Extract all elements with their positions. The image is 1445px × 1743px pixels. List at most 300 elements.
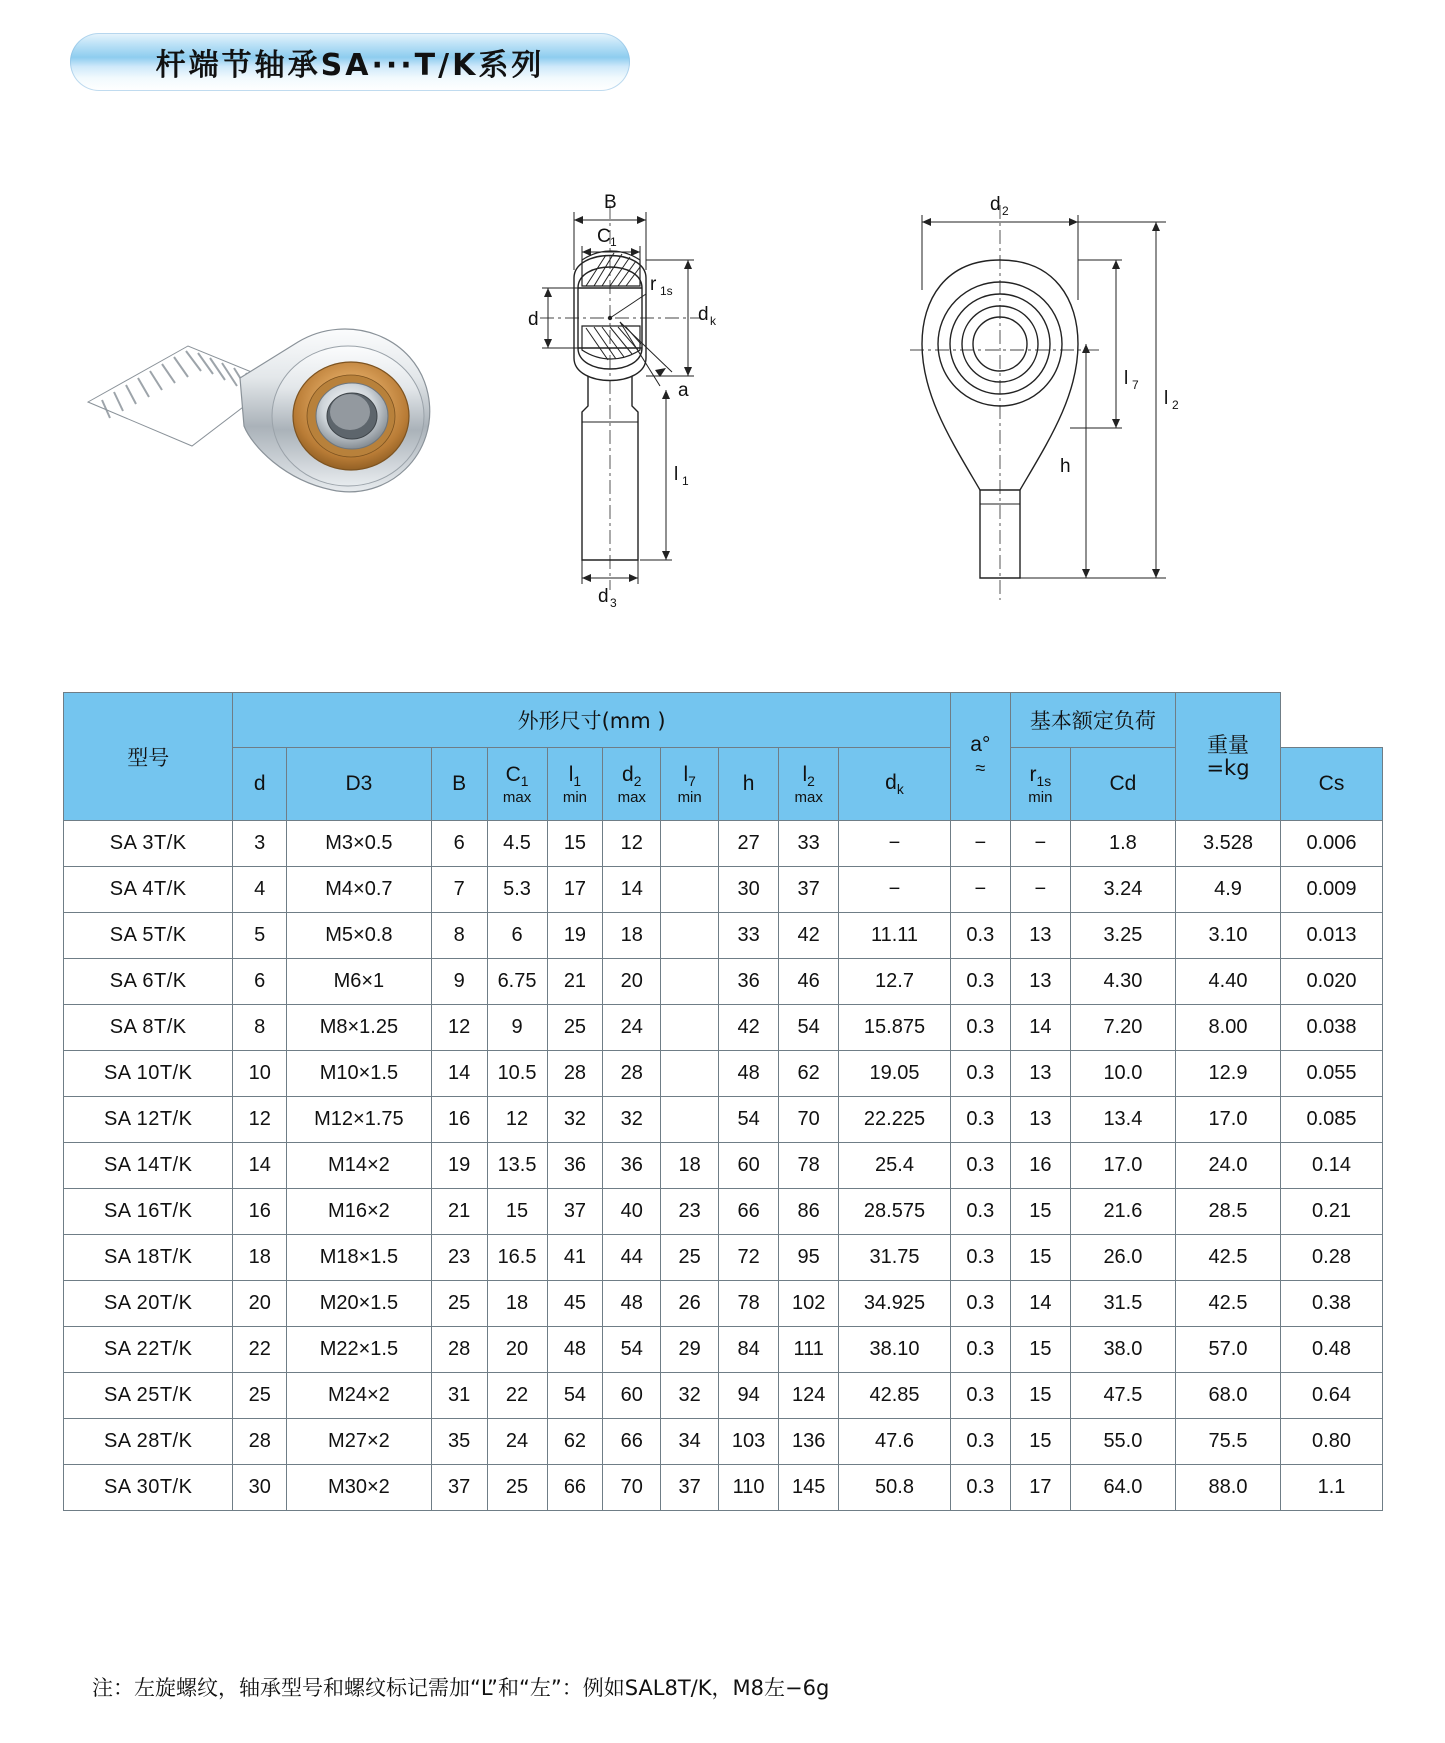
cell-l1: 62 — [547, 1419, 603, 1465]
cell-d2: 20 — [603, 959, 661, 1005]
table-row — [64, 1143, 1383, 1189]
cell-Cd: 38.0 — [1070, 1327, 1175, 1373]
cell-l2: 102 — [779, 1281, 839, 1327]
dimension-l7 — [1070, 260, 1139, 428]
cell-D3: M22×1.5 — [287, 1327, 432, 1373]
cell-Cs: 42.5 — [1175, 1281, 1280, 1327]
cell-Cs: 57.0 — [1175, 1327, 1280, 1373]
cell-l2: 111 — [779, 1327, 839, 1373]
label-d: d — [528, 309, 539, 330]
cell-D3: M30×2 — [287, 1465, 432, 1511]
dimension-dk — [646, 260, 717, 376]
dimension-C1 — [582, 226, 640, 270]
cell-Cd: 17.0 — [1070, 1143, 1175, 1189]
col-header-d: d — [233, 748, 287, 821]
cell-B: 9 — [431, 959, 487, 1005]
cell-l1: 17 — [547, 867, 603, 913]
label-a: a — [678, 380, 689, 401]
label-d2: d — [990, 194, 1001, 215]
table-row — [64, 1235, 1383, 1281]
cell-C1: 25 — [487, 1465, 547, 1511]
label-r1s-sub: 1s — [660, 284, 673, 298]
page-title-banner — [70, 33, 630, 91]
cell-dk: 50.8 — [839, 1465, 951, 1511]
col-header-load: 基本额定负荷 — [1010, 693, 1175, 748]
leader-angle-a — [620, 322, 689, 401]
cell-a: 15 — [1010, 1235, 1070, 1281]
cell-l7 — [661, 1097, 719, 1143]
cell-a: 15 — [1010, 1419, 1070, 1465]
cell-h: 84 — [719, 1327, 779, 1373]
cell-d: 5 — [233, 913, 287, 959]
cell-d: 14 — [233, 1143, 287, 1189]
cell-r1s: 0.3 — [950, 1097, 1010, 1143]
cell-D3: M24×2 — [287, 1373, 432, 1419]
cell-r1s: 0.3 — [950, 1235, 1010, 1281]
cell-C1: 4.5 — [487, 821, 547, 867]
cell-C1: 16.5 — [487, 1235, 547, 1281]
cell-r1s: 0.3 — [950, 1419, 1010, 1465]
cell-l1: 15 — [547, 821, 603, 867]
cell-model: SA 14T/K — [64, 1143, 233, 1189]
cell-l2: 37 — [779, 867, 839, 913]
cell-l1: 37 — [547, 1189, 603, 1235]
cell-d: 25 — [233, 1373, 287, 1419]
cell-d2: 60 — [603, 1373, 661, 1419]
table-footnote: 注：左旋螺纹，轴承型号和螺纹标记需加“L”和“左”：例如SAL8T/K，M8左−6g — [92, 1676, 830, 1700]
cell-h: 78 — [719, 1281, 779, 1327]
cell-model: SA 18T/K — [64, 1235, 233, 1281]
cell-C1: 5.3 — [487, 867, 547, 913]
table-body — [64, 821, 1383, 1511]
cell-dk: 38.10 — [839, 1327, 951, 1373]
cell-l2: 54 — [779, 1005, 839, 1051]
col-header-l1-min: $l_1$ min — [547, 748, 603, 821]
cell-weight: 0.055 — [1281, 1051, 1383, 1097]
cell-dk: 12.7 — [839, 959, 951, 1005]
cell-l2: 46 — [779, 959, 839, 1005]
cell-model: SA 4T/K — [64, 867, 233, 913]
cell-a: 16 — [1010, 1143, 1070, 1189]
cell-r1s: 0.3 — [950, 1327, 1010, 1373]
angle-symbol: a° — [970, 732, 991, 756]
front-section-view — [500, 160, 800, 640]
cell-l2: 145 — [779, 1465, 839, 1511]
dimension-l1 — [640, 390, 689, 560]
cell-d: 20 — [233, 1281, 287, 1327]
cell-model: SA 5T/K — [64, 913, 233, 959]
cell-l1: 32 — [547, 1097, 603, 1143]
cell-Cs: 4.9 — [1175, 867, 1280, 913]
cell-d2: 66 — [603, 1419, 661, 1465]
label-C1-sub: 1 — [610, 235, 617, 249]
cell-D3: M14×2 — [287, 1143, 432, 1189]
label-dk: d — [698, 304, 709, 325]
cell-a: − — [1010, 867, 1070, 913]
cell-r1s: 0.3 — [950, 1465, 1010, 1511]
cell-Cs: 3.528 — [1175, 821, 1280, 867]
cell-D3: M4×0.7 — [287, 867, 432, 913]
cell-l2: 33 — [779, 821, 839, 867]
cell-model: SA 12T/K — [64, 1097, 233, 1143]
table-row — [64, 1097, 1383, 1143]
cell-D3: M3×0.5 — [287, 821, 432, 867]
table-row — [64, 1281, 1383, 1327]
label-h: h — [1060, 456, 1071, 477]
cell-weight: 0.013 — [1281, 913, 1383, 959]
cell-l7: 34 — [661, 1419, 719, 1465]
cell-l2: 124 — [779, 1373, 839, 1419]
cell-D3: M6×1 — [287, 959, 432, 1005]
title-pill — [70, 33, 630, 91]
cell-l7 — [661, 821, 719, 867]
cell-D3: M10×1.5 — [287, 1051, 432, 1097]
cell-model: SA 25T/K — [64, 1373, 233, 1419]
cell-d2: 54 — [603, 1327, 661, 1373]
cell-C1: 20 — [487, 1327, 547, 1373]
cell-d: 28 — [233, 1419, 287, 1465]
cell-dk: 42.85 — [839, 1373, 951, 1419]
cell-Cd: 13.4 — [1070, 1097, 1175, 1143]
cell-h: 33 — [719, 913, 779, 959]
cell-l1: 19 — [547, 913, 603, 959]
cell-dk: 11.11 — [839, 913, 951, 959]
cell-h: 66 — [719, 1189, 779, 1235]
cell-r1s: 0.3 — [950, 1373, 1010, 1419]
cell-l7: 29 — [661, 1327, 719, 1373]
col-header-angle — [950, 693, 1010, 821]
cell-model: SA 22T/K — [64, 1327, 233, 1373]
cell-model: SA 20T/K — [64, 1281, 233, 1327]
cell-B: 23 — [431, 1235, 487, 1281]
cell-l7 — [661, 913, 719, 959]
cell-Cd: 47.5 — [1070, 1373, 1175, 1419]
cell-l2: 78 — [779, 1143, 839, 1189]
cell-l7: 25 — [661, 1235, 719, 1281]
label-r1s: r — [650, 274, 657, 295]
cell-Cd: 3.25 — [1070, 913, 1175, 959]
cell-Cd: 4.30 — [1070, 959, 1175, 1005]
cell-model: SA 16T/K — [64, 1189, 233, 1235]
col-header-C1-max: $C_1$ max — [487, 748, 547, 821]
table-row — [64, 1465, 1383, 1511]
cell-h: 94 — [719, 1373, 779, 1419]
cell-a: 17 — [1010, 1465, 1070, 1511]
cell-l7: 23 — [661, 1189, 719, 1235]
cell-l7: 26 — [661, 1281, 719, 1327]
cell-r1s: 0.3 — [950, 959, 1010, 1005]
cell-model: SA 6T/K — [64, 959, 233, 1005]
cell-r1s: 0.3 — [950, 1281, 1010, 1327]
table-row — [64, 1189, 1383, 1235]
cell-dk: 15.875 — [839, 1005, 951, 1051]
cell-C1: 15 — [487, 1189, 547, 1235]
cell-B: 35 — [431, 1419, 487, 1465]
cell-Cs: 12.9 — [1175, 1051, 1280, 1097]
col-header-l7-min: $l_7$ min — [661, 748, 719, 821]
cell-Cs: 88.0 — [1175, 1465, 1280, 1511]
cell-d: 6 — [233, 959, 287, 1005]
cell-r1s: 0.3 — [950, 1005, 1010, 1051]
cell-B: 21 — [431, 1189, 487, 1235]
cell-B: 7 — [431, 867, 487, 913]
cell-d2: 28 — [603, 1051, 661, 1097]
col-header-model: 型号 — [64, 693, 233, 821]
col-header-dk: $d_k$ — [839, 748, 951, 821]
cell-d: 3 — [233, 821, 287, 867]
cell-d2: 14 — [603, 867, 661, 913]
col-header-B: B — [431, 748, 487, 821]
cell-weight: 0.020 — [1281, 959, 1383, 1005]
label-l1-sub: 1 — [682, 474, 689, 488]
cell-weight: 0.38 — [1281, 1281, 1383, 1327]
table-row — [64, 867, 1383, 913]
cell-dk: 22.225 — [839, 1097, 951, 1143]
cell-l1: 36 — [547, 1143, 603, 1189]
cell-Cd: 26.0 — [1070, 1235, 1175, 1281]
cell-B: 8 — [431, 913, 487, 959]
cell-Cs: 42.5 — [1175, 1235, 1280, 1281]
cell-Cs: 8.00 — [1175, 1005, 1280, 1051]
cell-l1: 48 — [547, 1327, 603, 1373]
cell-Cs: 68.0 — [1175, 1373, 1280, 1419]
cell-model: SA 8T/K — [64, 1005, 233, 1051]
cell-model: SA 10T/K — [64, 1051, 233, 1097]
col-header-r1s-min: $r_{1s}$ min — [1010, 748, 1070, 821]
cell-model: SA 28T/K — [64, 1419, 233, 1465]
cell-r1s: 0.3 — [950, 913, 1010, 959]
weight-unit: =kg — [1206, 755, 1250, 780]
cell-l1: 21 — [547, 959, 603, 1005]
cell-r1s: 0.3 — [950, 1189, 1010, 1235]
table-head — [64, 693, 1383, 821]
cell-C1: 18 — [487, 1281, 547, 1327]
col-header-l2-max: $l_2$ max — [779, 748, 839, 821]
cell-r1s: − — [950, 867, 1010, 913]
cell-l1: 66 — [547, 1465, 603, 1511]
cell-dk: − — [839, 867, 951, 913]
cell-D3: M20×1.5 — [287, 1281, 432, 1327]
cell-C1: 24 — [487, 1419, 547, 1465]
label-dk-sub: k — [710, 314, 716, 328]
cell-l2: 70 — [779, 1097, 839, 1143]
cell-dk: 47.6 — [839, 1419, 951, 1465]
cell-dk: − — [839, 821, 951, 867]
table-row — [64, 959, 1383, 1005]
cell-Cd: 1.8 — [1070, 821, 1175, 867]
cell-Cs: 24.0 — [1175, 1143, 1280, 1189]
label-d3: d — [598, 586, 609, 607]
cell-dk: 34.925 — [839, 1281, 951, 1327]
label-l7-sub: 7 — [1132, 378, 1139, 392]
cell-weight: 0.21 — [1281, 1189, 1383, 1235]
spherical-bore — [316, 383, 388, 449]
side-view — [880, 160, 1210, 640]
cell-Cs: 3.10 — [1175, 913, 1280, 959]
cell-h: 103 — [719, 1419, 779, 1465]
cell-d: 16 — [233, 1189, 287, 1235]
cell-weight: 0.085 — [1281, 1097, 1383, 1143]
cell-dk: 19.05 — [839, 1051, 951, 1097]
label-l2: l — [1164, 388, 1169, 409]
cell-d2: 44 — [603, 1235, 661, 1281]
cell-a: 15 — [1010, 1189, 1070, 1235]
page-title: 杆端节轴承SA···T/K系列 — [155, 48, 545, 83]
cell-D3: M8×1.25 — [287, 1005, 432, 1051]
cell-l7: 32 — [661, 1373, 719, 1419]
cell-a: 13 — [1010, 1051, 1070, 1097]
cell-D3: M12×1.75 — [287, 1097, 432, 1143]
cell-C1: 10.5 — [487, 1051, 547, 1097]
cell-l7 — [661, 867, 719, 913]
cell-B: 6 — [431, 821, 487, 867]
cell-B: 37 — [431, 1465, 487, 1511]
cell-weight: 0.80 — [1281, 1419, 1383, 1465]
cell-a: 14 — [1010, 1281, 1070, 1327]
cell-Cd: 64.0 — [1070, 1465, 1175, 1511]
label-l7: l — [1124, 368, 1129, 389]
cell-l7 — [661, 959, 719, 1005]
specification-table — [63, 692, 1383, 1511]
cell-C1: 12 — [487, 1097, 547, 1143]
cell-h: 36 — [719, 959, 779, 1005]
col-header-d2-max: $d_2$ max — [603, 748, 661, 821]
cell-h: 27 — [719, 821, 779, 867]
cell-C1: 22 — [487, 1373, 547, 1419]
cell-Cd: 3.24 — [1070, 867, 1175, 913]
cell-l1: 45 — [547, 1281, 603, 1327]
cell-a: − — [1010, 821, 1070, 867]
cell-d: 10 — [233, 1051, 287, 1097]
cell-weight: 0.48 — [1281, 1327, 1383, 1373]
cell-d: 8 — [233, 1005, 287, 1051]
cell-weight: 0.14 — [1281, 1143, 1383, 1189]
cell-weight: 0.28 — [1281, 1235, 1383, 1281]
angle-approx: ≈ — [975, 758, 986, 779]
cell-l2: 62 — [779, 1051, 839, 1097]
cell-h: 72 — [719, 1235, 779, 1281]
table-row — [64, 913, 1383, 959]
cell-a: 15 — [1010, 1327, 1070, 1373]
cell-d2: 32 — [603, 1097, 661, 1143]
cell-B: 12 — [431, 1005, 487, 1051]
cell-d2: 48 — [603, 1281, 661, 1327]
cell-l7: 37 — [661, 1465, 719, 1511]
cell-model: SA 3T/K — [64, 821, 233, 867]
cell-a: 14 — [1010, 1005, 1070, 1051]
cell-dk: 25.4 — [839, 1143, 951, 1189]
table-row — [64, 1051, 1383, 1097]
cell-weight: 0.006 — [1281, 821, 1383, 867]
cell-r1s: − — [950, 821, 1010, 867]
label-B: B — [604, 192, 617, 213]
label-C1: C — [597, 226, 611, 247]
cell-D3: M5×0.8 — [287, 913, 432, 959]
dimension-h — [1020, 344, 1169, 578]
cell-Cd: 7.20 — [1070, 1005, 1175, 1051]
col-header-h: h — [719, 748, 779, 821]
cell-d: 30 — [233, 1465, 287, 1511]
label-d3-sub: 3 — [610, 596, 617, 610]
cell-d2: 18 — [603, 913, 661, 959]
cell-dk: 28.575 — [839, 1189, 951, 1235]
cell-h: 110 — [719, 1465, 779, 1511]
cell-weight: 1.1 — [1281, 1465, 1383, 1511]
cell-Cd: 10.0 — [1070, 1051, 1175, 1097]
cell-weight: 0.64 — [1281, 1373, 1383, 1419]
cell-d: 12 — [233, 1097, 287, 1143]
label-l1: l — [674, 464, 679, 485]
cell-h: 30 — [719, 867, 779, 913]
cell-B: 19 — [431, 1143, 487, 1189]
cell-d: 22 — [233, 1327, 287, 1373]
cell-dk: 31.75 — [839, 1235, 951, 1281]
cell-Cs: 28.5 — [1175, 1189, 1280, 1235]
cell-d2: 36 — [603, 1143, 661, 1189]
cell-d2: 12 — [603, 821, 661, 867]
cell-B: 28 — [431, 1327, 487, 1373]
cell-l1: 54 — [547, 1373, 603, 1419]
cell-B: 16 — [431, 1097, 487, 1143]
cell-C1: 13.5 — [487, 1143, 547, 1189]
figures-area — [0, 140, 1445, 670]
rod-end-bearing-photo — [80, 250, 460, 550]
cell-r1s: 0.3 — [950, 1143, 1010, 1189]
label-l2-sub: 2 — [1172, 398, 1179, 412]
cell-l1: 28 — [547, 1051, 603, 1097]
cell-Cd: 31.5 — [1070, 1281, 1175, 1327]
label-d2-sub: 2 — [1002, 204, 1009, 218]
col-header-D3: D3 — [287, 748, 432, 821]
weight-label: 重量 — [1206, 733, 1249, 758]
cell-weight: 0.038 — [1281, 1005, 1383, 1051]
table-row — [64, 1327, 1383, 1373]
table-row — [64, 1373, 1383, 1419]
cell-a: 15 — [1010, 1373, 1070, 1419]
cell-h: 42 — [719, 1005, 779, 1051]
cell-C1: 9 — [487, 1005, 547, 1051]
cell-Cs: 4.40 — [1175, 959, 1280, 1005]
col-header-weight — [1175, 693, 1280, 821]
cell-h: 60 — [719, 1143, 779, 1189]
cell-h: 48 — [719, 1051, 779, 1097]
cell-model: SA 30T/K — [64, 1465, 233, 1511]
col-header-Cs: Cs — [1281, 748, 1383, 821]
cell-Cd: 55.0 — [1070, 1419, 1175, 1465]
table-row — [64, 1005, 1383, 1051]
cell-l1: 25 — [547, 1005, 603, 1051]
cell-l7 — [661, 1005, 719, 1051]
table-row — [64, 821, 1383, 867]
cell-d2: 24 — [603, 1005, 661, 1051]
cell-D3: M18×1.5 — [287, 1235, 432, 1281]
cell-Cs: 75.5 — [1175, 1419, 1280, 1465]
cell-C1: 6.75 — [487, 959, 547, 1005]
cell-a: 13 — [1010, 913, 1070, 959]
cell-B: 14 — [431, 1051, 487, 1097]
col-header-Cd: Cd — [1070, 748, 1175, 821]
cell-weight: 0.009 — [1281, 867, 1383, 913]
cell-d: 18 — [233, 1235, 287, 1281]
table-row — [64, 1419, 1383, 1465]
cell-l1: 41 — [547, 1235, 603, 1281]
cell-C1: 6 — [487, 913, 547, 959]
cell-Cs: 17.0 — [1175, 1097, 1280, 1143]
cell-l2: 42 — [779, 913, 839, 959]
cell-l2: 136 — [779, 1419, 839, 1465]
cell-d2: 70 — [603, 1465, 661, 1511]
cell-l2: 95 — [779, 1235, 839, 1281]
